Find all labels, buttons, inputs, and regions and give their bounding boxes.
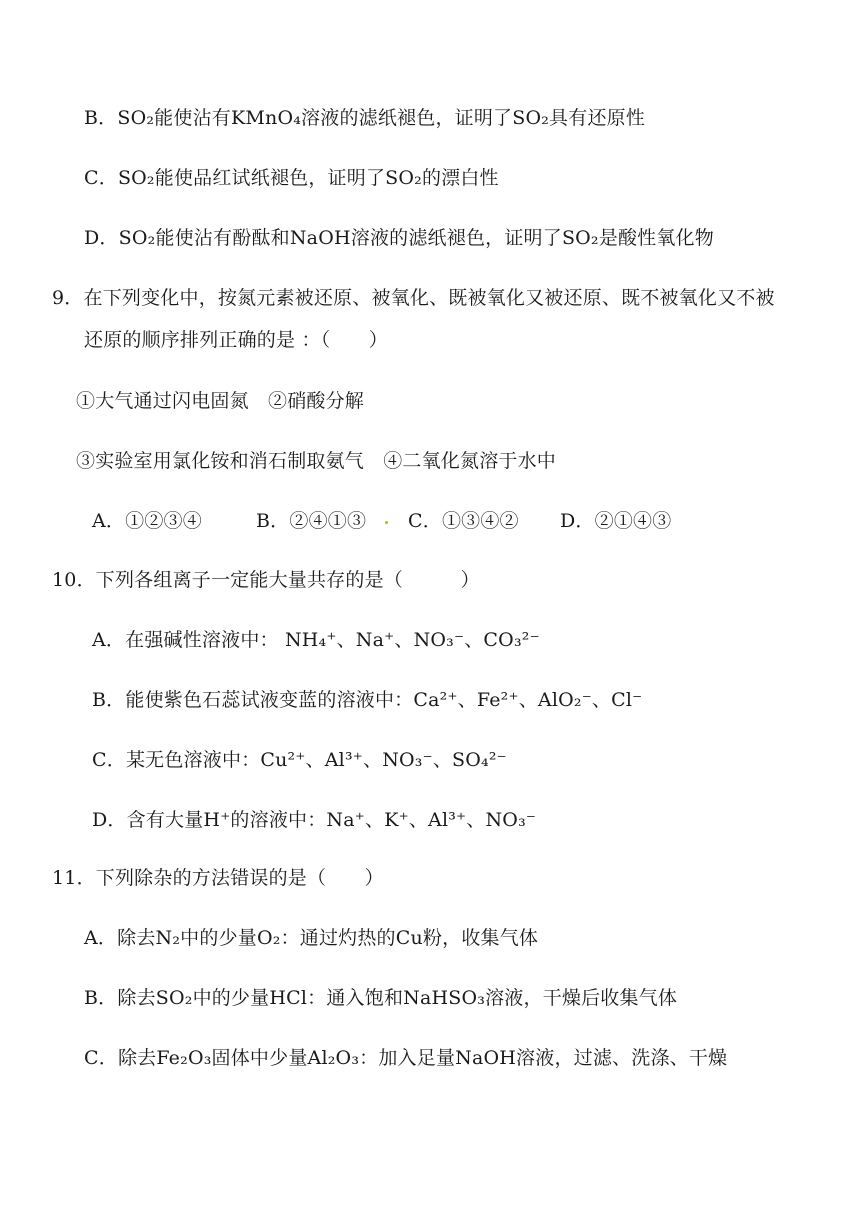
q9-stem-line-1: 9．在下列变化中，按氮元素被还原、被氧化、既被氧化又被还原、既不被氧化又不被 — [52, 287, 775, 309]
q8-option-b: B．SO₂能使沾有KMnO₄溶液的滤纸褪色，证明了SO₂具有还原性 — [84, 107, 646, 129]
q11-option-b: B．除去SO₂中的少量HCl：通入饱和NaHSO₃溶液，干燥后收集气体 — [84, 987, 678, 1009]
q9-option-c: C．①③④② — [408, 510, 519, 532]
stray-dot — [385, 521, 388, 524]
q9-stem-line-2: 还原的顺序排列正确的是 ：（ ） — [84, 329, 388, 351]
q10-option-a: A．在强碱性溶液中： NH₄⁺、Na⁺、NO₃⁻、CO₃²⁻ — [92, 629, 540, 651]
q9-option-b: B．②④①③ — [256, 510, 367, 532]
q11-stem: 11．下列除杂的方法错误的是（ ） — [52, 867, 384, 889]
q10-option-d: D．含有大量H⁺的溶液中：Na⁺、K⁺、Al³⁺、NO₃⁻ — [92, 809, 537, 831]
q9-items-line-1: ①大气通过闪电固氮 ②硝酸分解 — [76, 390, 365, 412]
q8-option-d: D．SO₂能使沾有酚酞和NaOH溶液的滤纸褪色，证明了SO₂是酸性氧化物 — [84, 227, 714, 249]
q9-option-d: D．②①④③ — [560, 510, 672, 532]
q11-option-a: A．除去N₂中的少量O₂：通过灼热的Cu粉，收集气体 — [84, 927, 539, 949]
q10-stem: 10．下列各组离子一定能大量共存的是（ ） — [52, 569, 480, 591]
q11-option-c: C．除去Fe₂O₃固体中少量Al₂O₃：加入足量NaOH溶液，过滤、洗涤、干燥 — [84, 1047, 728, 1069]
q8-option-c: C．SO₂能使品红试纸褪色，证明了SO₂的漂白性 — [84, 167, 499, 189]
q9-option-a: A．①②③④ — [92, 510, 202, 532]
q10-option-b: B．能使紫色石蕊试液变蓝的溶液中：Ca²⁺、Fe²⁺、AlO₂⁻、Cl⁻ — [92, 689, 643, 711]
q10-option-c: C．某无色溶液中：Cu²⁺、Al³⁺、NO₃⁻、SO₄²⁻ — [92, 749, 507, 771]
q9-items-line-2: ③实验室用氯化铵和消石制取氨气 ④二氧化氮溶于水中 — [76, 450, 557, 472]
